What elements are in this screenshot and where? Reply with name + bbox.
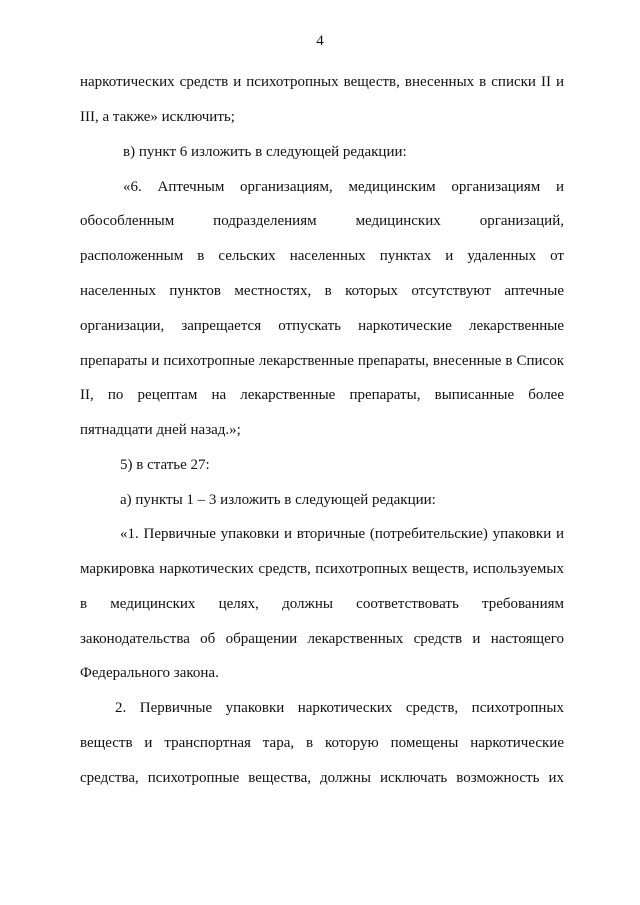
text-line: 2. Первичные упаковки наркотических средств, психотропных <box>115 700 564 716</box>
text-line: маркировка наркотических средств, психотропных веществ, используемых <box>80 561 564 577</box>
text-line: пятнадцати дней назад.»; <box>80 422 241 438</box>
text-line: обособленным подразделениям медицинских организаций, <box>80 213 564 229</box>
text-line: а) пункты 1 – 3 изложить в следующей редакции: <box>120 492 436 508</box>
text-line: «6. Аптечным организациям, медицинским организациям и <box>123 179 564 195</box>
text-line: организации, запрещается отпускать наркотические лекарственные <box>80 318 564 334</box>
text-line: Федерального закона. <box>80 665 219 681</box>
text-line: средства, психотропные вещества, должны исключать возможность их <box>80 770 564 786</box>
text-line: «1. Первичные упаковки и вторичные (потребительские) упаковки и <box>120 526 564 542</box>
page-number: 4 <box>316 33 324 49</box>
text-line: II, по рецептам на лекарственные препараты, выписанные более <box>80 387 564 403</box>
text-line: в медицинских целях, должны соответствовать требованиям <box>80 596 564 612</box>
text-line: веществ и транспортная тара, в которую помещены наркотические <box>80 735 564 751</box>
text-line: III, а также» исключить; <box>80 109 235 125</box>
text-line: наркотических средств и психотропных веществ, внесенных в списки II и <box>80 74 564 90</box>
text-line: расположенным в сельских населенных пунктах и удаленных от <box>80 248 564 264</box>
text-line: законодательства об обращении лекарственных средств и настоящего <box>80 631 564 647</box>
text-line: препараты и психотропные лекарственные препараты, внесенные в Список <box>80 353 564 369</box>
text-line: в) пункт 6 изложить в следующей редакции: <box>123 144 407 160</box>
text-line: 5) в статье 27: <box>120 457 210 473</box>
text-line: населенных пунктов местностях, в которых отсутствуют аптечные <box>80 283 564 299</box>
